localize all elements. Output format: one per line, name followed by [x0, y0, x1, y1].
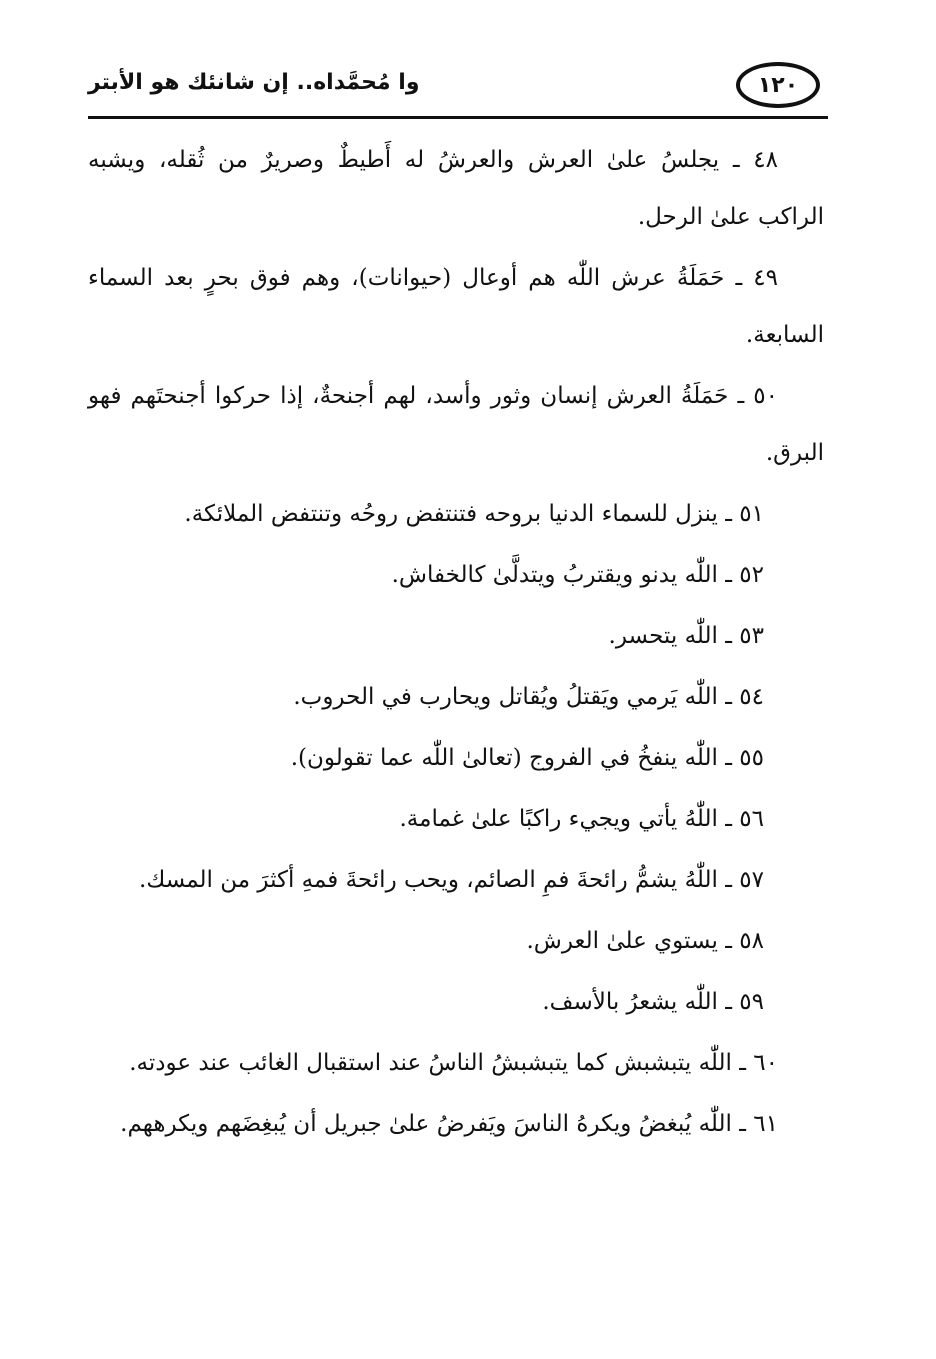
list-item-52: ٥٢ ـ اللّٰه يدنو ويقتربُ ويتدلَّىٰ كالخفاش.	[391, 562, 764, 588]
list-item-59: ٥٩ ـ اللّٰه يشعرُ بالأسف.	[542, 989, 764, 1015]
page-body	[88, 132, 824, 1157]
list-item-55: ٥٥ ـ اللّٰه ينفخُ في الفروج (تعالىٰ اللّٰه عما تقولون).	[290, 745, 764, 771]
paragraph-48: ٤٨ ـ يجلسُ علىٰ العرش والعرشُ له أَطيطٌ وصريرٌ من ثُقله، ويشبه الراكب علىٰ الرحل.	[88, 147, 824, 230]
paragraph-49: ٤٩ ـ حَمَلَةُ عرش اللّٰه هم أوعال (حيوانات)، وهم فوق بحرٍ بعد السماء السابعة.	[88, 265, 824, 348]
running-title: وا مُحمَّداه.. إن شانئك هو الأبتر	[88, 70, 420, 95]
paragraph-60: ٦٠ ـ اللّٰه يتبشبش كما يتبشبشُ الناسُ عند استقبال الغائب عند عودته.	[129, 1050, 778, 1076]
list-item-53: ٥٣ ـ اللّٰه يتحسر.	[608, 623, 764, 649]
page-number: ١٢٠	[736, 62, 820, 108]
list-item-58: ٥٨ ـ يستوي علىٰ العرش.	[526, 928, 764, 954]
paragraph-61: ٦١ ـ اللّٰه يُبغضُ ويكرهُ الناسَ ويَفرضُ علىٰ جبريل أن يُبغِضَهم ويكرههم.	[120, 1111, 778, 1137]
page-header	[88, 56, 828, 118]
header-divider	[88, 116, 828, 119]
list-item-57: ٥٧ ـ اللّٰهُ يشمُّ رائحةَ فمِ الصائم، ويحب رائحةَ فمهِ أكثرَ من المسك.	[139, 867, 764, 893]
list-item-56: ٥٦ ـ اللّٰهُ يأتي ويجيء راكبًا علىٰ غمامة.	[399, 806, 764, 832]
list-item-51: ٥١ ـ ينزل للسماء الدنيا بروحه فتنتفض روحُه وتنتفض الملائكة.	[184, 501, 764, 527]
list-item-54: ٥٤ ـ اللّٰه يَرمي ويَقتلُ ويُقاتل ويحارب في الحروب.	[293, 684, 764, 710]
paragraph-50: ٥٠ ـ حَمَلَةُ العرش إنسان وثور وأسد، لهم أجنحةٌ، إذا حركوا أجنحتَهم فهو البرق.	[88, 383, 824, 466]
